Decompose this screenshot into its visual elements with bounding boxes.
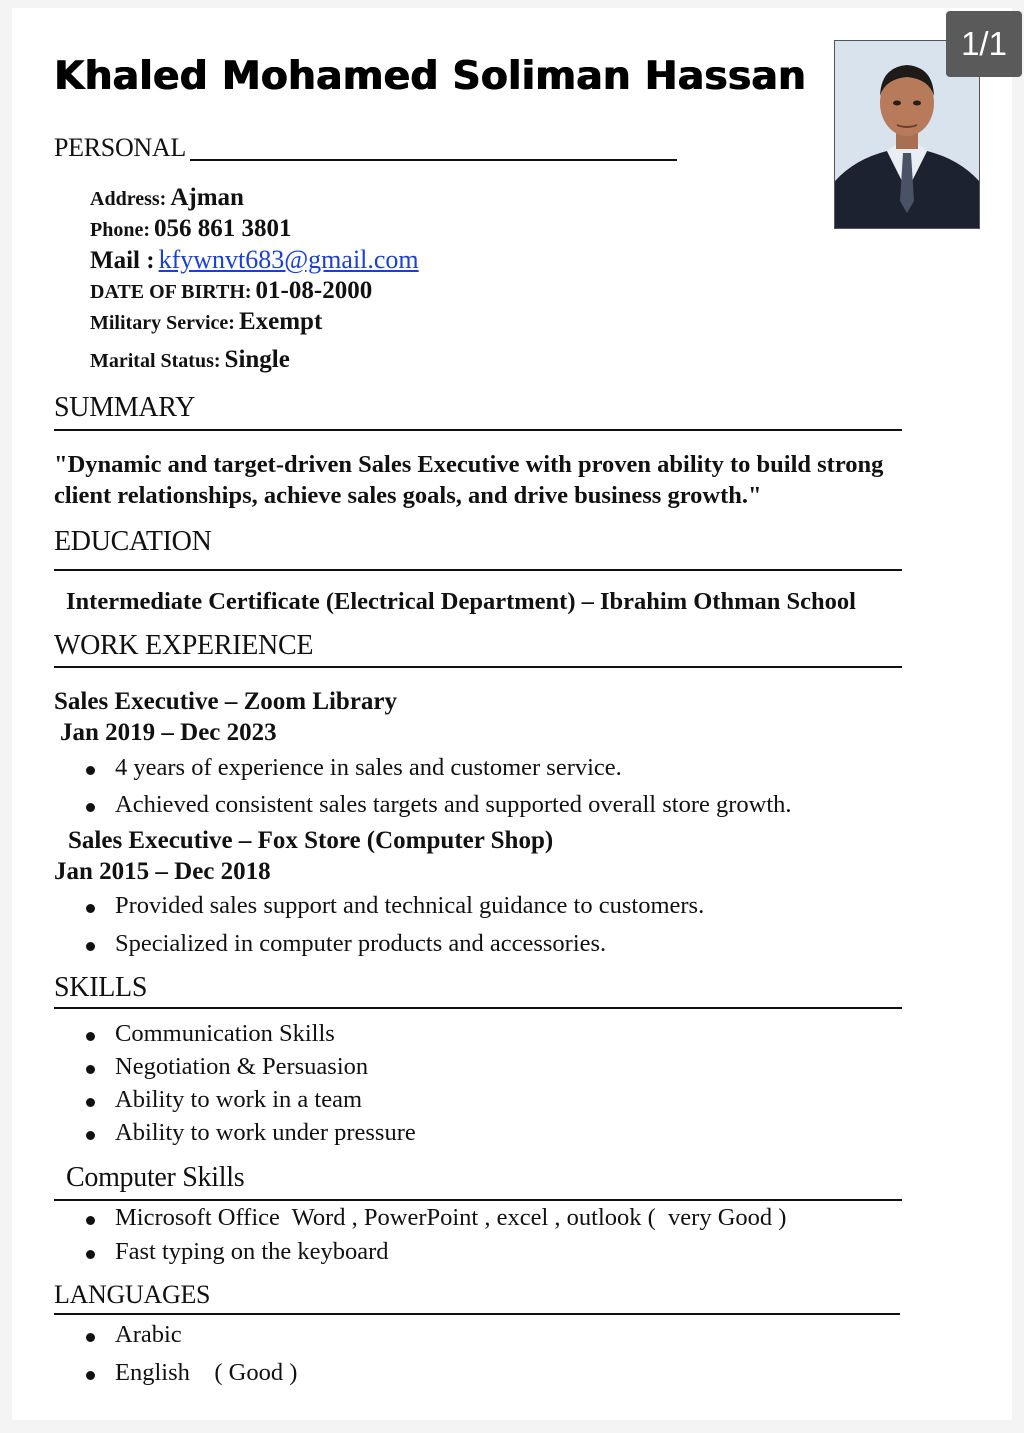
marital-value: Single [224, 346, 290, 373]
dob-value: 01-08-2000 [255, 277, 373, 304]
education-entry: Intermediate Certificate (Electrical Department) – Ibrahim Othman School [66, 588, 856, 615]
phone-row [90, 215, 292, 243]
bullet-dot [86, 1098, 95, 1107]
job-title: Sales Executive – Zoom Library [54, 688, 398, 715]
dob-row [90, 277, 372, 305]
bullet-dot [86, 1333, 95, 1342]
bullet-dot [86, 1032, 95, 1041]
computer-skill-item: Fast typing on the keyboard [115, 1238, 389, 1265]
bullet-dot [86, 803, 95, 812]
page-indicator: 1/1 [946, 11, 1022, 77]
language-item: Arabic [115, 1321, 182, 1348]
language-item: English ( Good ) [115, 1359, 298, 1386]
section-heading-languages: LANGUAGES [54, 1280, 211, 1309]
job-bullet: Achieved consistent sales targets and supported overall store growth. [115, 791, 792, 818]
section-rule [190, 159, 677, 161]
section-rule [54, 569, 902, 571]
computer-skill-item: Microsoft Office Word , PowerPoint , excel , outlook ( very Good ) [115, 1204, 787, 1231]
mail-label: Mail : [90, 247, 155, 274]
bullet-dot [86, 1216, 95, 1225]
skill-item: Negotiation & Persuasion [115, 1053, 369, 1080]
job-dates: Jan 2019 – Dec 2023 [60, 719, 277, 746]
skill-item: Ability to work in a team [115, 1086, 362, 1113]
mail-row [90, 245, 419, 275]
military-label: Military Service: [90, 312, 235, 334]
section-heading-skills: SKILLS [54, 972, 148, 1003]
skill-item: Communication Skills [115, 1020, 335, 1047]
job-dates: Jan 2015 – Dec 2018 [54, 858, 271, 885]
bullet-dot [86, 1250, 95, 1259]
dob-label: DATE OF BIRTH: [90, 281, 252, 303]
military-value: Exempt [238, 308, 323, 335]
section-rule [54, 1313, 900, 1315]
section-heading-work: WORK EXPERIENCE [54, 630, 314, 661]
address-label: Address: [90, 188, 167, 210]
candidate-name: Khaled Mohamed Soliman Hassan [54, 54, 806, 99]
bullet-dot [86, 1371, 95, 1380]
phone-label: Phone: [90, 219, 150, 241]
summary-text: "Dynamic and target-driven Sales Executive with proven ability to build strong client relationships, achieve sales goals, and drive business growth." [54, 451, 884, 509]
bullet-dot [86, 766, 95, 775]
address-value: Ajman [170, 184, 244, 211]
section-rule [54, 1007, 902, 1009]
phone-value: 056 861 3801 [154, 215, 292, 242]
marital-label: Marital Status: [90, 350, 221, 372]
section-rule [54, 1199, 902, 1201]
mail-link[interactable]: kfywnvt683@gmail.com [158, 245, 419, 274]
section-heading-education: EDUCATION [54, 526, 212, 557]
bullet-dot [86, 942, 95, 951]
section-heading-summary: SUMMARY [54, 392, 196, 423]
section-rule [54, 429, 902, 431]
section-heading-computer: Computer Skills [66, 1162, 245, 1193]
bullet-dot [86, 1131, 95, 1140]
bullet-dot [86, 1065, 95, 1074]
address-row [90, 184, 244, 212]
job-title: Sales Executive – Fox Store (Computer Shop) [68, 827, 554, 854]
section-rule [54, 666, 902, 668]
military-row [90, 308, 322, 336]
bullet-dot [86, 904, 95, 913]
skill-item: Ability to work under pressure [115, 1119, 416, 1146]
section-heading-personal: PERSONAL [54, 133, 186, 162]
job-bullet: 4 years of experience in sales and customer service. [115, 754, 622, 781]
job-bullet: Provided sales support and technical guidance to customers. [115, 892, 705, 919]
job-bullet: Specialized in computer products and accessories. [115, 930, 607, 957]
marital-row [90, 346, 290, 374]
